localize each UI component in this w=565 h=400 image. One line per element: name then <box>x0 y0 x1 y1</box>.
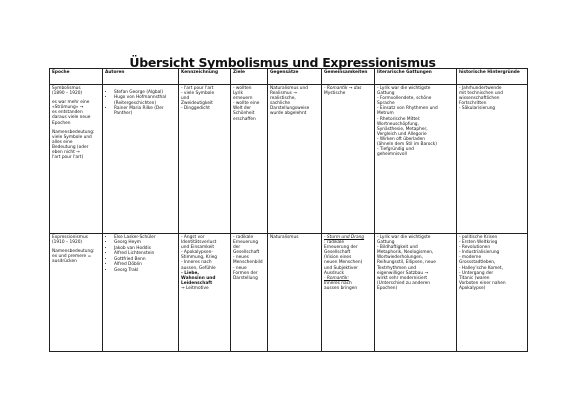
text-line: (ähneln dem Stil im Barock) <box>377 142 437 148</box>
cell-epoche <box>50 85 103 234</box>
text-line: Expressionismus <box>52 235 88 240</box>
text-line: Epochen <box>52 120 71 126</box>
header-kennzeichnung: Kennzeichnung <box>179 69 231 85</box>
text-line: Schönheit <box>233 111 255 117</box>
text-line-bold: Wahnsinn und <box>181 275 216 281</box>
text-line: Namensbedeutung: <box>52 129 95 135</box>
text-line: - wollte eine <box>233 101 260 107</box>
author-list <box>105 235 176 273</box>
text-line: Vorboten einer nahen <box>459 280 506 286</box>
list-item: • Georg Heym <box>114 240 176 245</box>
text-line: Vergleich und Allegorie <box>377 131 427 137</box>
text-line: Wortneuschöpfung, <box>377 121 419 127</box>
text-line: Reihungsstil, Ellipsen, neue <box>377 260 436 266</box>
text-line: (Vision eines <box>324 255 352 261</box>
text-line: Darstellung <box>233 275 258 281</box>
text-line: Formen der <box>233 270 258 276</box>
text-line: mit technischen und <box>459 91 503 97</box>
header-ziele: Ziele <box>231 69 268 85</box>
text-line: erneuern <box>233 96 253 102</box>
text-line: es entstanden <box>52 110 83 116</box>
text-line: Erneuerung der <box>324 245 358 251</box>
text-line: Metrum <box>377 111 394 117</box>
cell-gattungen <box>375 85 457 234</box>
text-line: ex und premere = <box>52 254 92 260</box>
text-line: Apokalypse) <box>459 285 486 291</box>
text-line: - Ersten Weltkrieg <box>459 240 498 246</box>
text-line: neuen Menschen) <box>324 260 363 266</box>
header-gegensaetze: Gegensätze <box>268 69 322 85</box>
text-line: Epochen) <box>377 285 398 291</box>
text-line: - moderne <box>459 255 482 261</box>
text-line: Bedeutung (oder <box>52 144 89 150</box>
text-line: - Wirken oft überladen <box>377 136 425 142</box>
author-list <box>105 90 176 116</box>
text-line: Naturalismus und <box>270 86 308 91</box>
text-line-bold: Leidenschaft <box>181 280 213 286</box>
text-line: Darstellungsweise <box>270 106 310 112</box>
cell-hintergruende <box>457 234 528 352</box>
document-title: Übersicht Symbolismus und Expressionismus <box>129 55 436 70</box>
text-line: - radikale <box>233 235 254 240</box>
text-line: «Strömung» → <box>52 105 84 111</box>
text-line: Symbolismus <box>52 86 81 91</box>
text-line: Ausdruck <box>324 270 344 276</box>
cell-gemeinsamkeiten <box>322 85 375 234</box>
table-row-symbolismus <box>50 85 528 234</box>
cell-kennzeichnung <box>179 234 231 352</box>
text-line: Mystische <box>324 91 346 97</box>
text-line: - Lyrik war die wichtigste <box>377 86 431 91</box>
text-line: Stimmung, Krieg <box>181 255 218 261</box>
cell-autoren <box>103 85 179 234</box>
header-gattungen: literarische Gattungen <box>375 69 457 85</box>
text-line: - Säkularisierung <box>459 106 496 112</box>
text-line-emphasis: - Romantik: <box>324 275 349 281</box>
text-line: - wollten <box>233 86 252 91</box>
text-line: geheimnisvoll <box>377 152 407 158</box>
text-line: Naturalismus <box>270 235 299 240</box>
text-line: - Tiefgründig und <box>377 147 414 153</box>
text-line: Gesellschaft <box>233 250 260 256</box>
text-line: → Leitmotive <box>181 285 209 291</box>
list-item: • Hugo von Hofmannsthal (Reitergeschichten) <box>114 95 176 105</box>
list-item: • Alfred Döblin <box>114 262 176 267</box>
header-gemeinsamkeiten: Gemeinsamkeiten <box>322 69 375 85</box>
cell-autoren <box>103 234 179 352</box>
cell-ziele <box>231 85 268 234</box>
text-line: Lyrik <box>233 91 243 97</box>
text-line: wurde abgelehnt <box>270 111 307 117</box>
text-line: (1910 – 1920) <box>52 240 83 246</box>
text-line: - Bildhaftigkeit und <box>377 245 418 251</box>
text-line: - neue <box>233 265 247 271</box>
text-line: Titanic (waren <box>459 275 490 281</box>
text-line: wirkt sehr modernisiert <box>377 275 428 281</box>
text-line: Gattung <box>377 91 395 97</box>
text-line: Grossstadtleben, <box>459 260 496 266</box>
text-line: Textrhythmen und <box>377 265 417 271</box>
text-line: l'art pour l'art) <box>52 155 84 161</box>
text-line: Metaphorik, Neologismen, <box>377 250 434 256</box>
text-line: - viele Symbole <box>181 91 215 97</box>
text-line: Erneuerung <box>233 240 259 246</box>
text-line: Menschenbild <box>233 260 263 266</box>
cell-gegensaetze <box>268 234 322 352</box>
text-line: - Angst vor <box>181 235 205 240</box>
text-line: - Revolutionen <box>459 245 491 251</box>
text-line-emphasis: - Sturm und Drang <box>324 235 365 240</box>
text-line: und <box>181 96 190 102</box>
list-item: • Rainer Maria Rilke (Der Panther) <box>114 106 176 116</box>
cell-hintergruende <box>457 85 528 234</box>
text-line: - Formvollendete, schöne <box>377 96 432 102</box>
text-line: realistische, <box>270 96 296 102</box>
cell-kennzeichnung <box>179 85 231 234</box>
text-line: Identitätsverlust <box>181 240 217 246</box>
text-line: der <box>233 245 241 251</box>
header-hintergruende: historische Hintergründe <box>457 69 528 85</box>
list-item: • Alfred Lichtenstein <box>114 251 176 256</box>
text-line: Zweideutigkeit <box>181 101 213 107</box>
text-line: Fortschritten <box>459 101 487 107</box>
text-line: aussen, Gefühle <box>181 265 216 271</box>
text-line: - Inneres nach <box>181 260 212 266</box>
text-line: : radikale <box>324 240 345 246</box>
text-line: Namensbedeutung: <box>52 249 95 255</box>
text-line: Inneres nach <box>324 280 352 286</box>
text-line: - neues <box>233 255 249 261</box>
list-item: • Else Lasker-Schüler <box>114 235 176 240</box>
text-line-bold: - Liebe, <box>181 270 200 276</box>
table-header-row <box>50 69 528 85</box>
cell-gemeinsamkeiten <box>322 234 375 352</box>
text-line: Welt der <box>233 106 252 112</box>
text-line: - Industrialisierung <box>459 250 500 256</box>
text-line: Realismus → <box>270 91 297 97</box>
cell-ziele <box>231 234 268 352</box>
text-line: wissenschaftlichen <box>459 96 500 102</box>
text-line: und Subjektiver <box>324 265 358 271</box>
header-epoche: Epoche <box>50 69 103 85</box>
text-line: es war mehr eine <box>52 100 90 106</box>
text-line: - Apokalypsen- <box>181 250 213 256</box>
text-line: Gesellschaft <box>324 250 351 256</box>
text-line: - Jahrhundertwende <box>459 86 502 91</box>
text-line: viele Symbole und <box>52 134 92 140</box>
list-item: • Georg Trakl <box>114 268 176 273</box>
text-line: Sprache <box>377 101 395 107</box>
cell-epoche <box>50 234 103 352</box>
text-line: (1890 – 1920) <box>52 91 83 97</box>
text-line: eigenwilliger Satzbau → <box>377 270 429 276</box>
text-line: aussen bringen <box>324 285 358 291</box>
text-line: Wortwiederholungen, <box>377 255 423 261</box>
text-line: - Lyrik war die wichtigste <box>377 235 431 240</box>
overview-table <box>49 68 528 352</box>
text-line: Gattung <box>377 240 395 246</box>
table-row-expressionismus <box>50 234 528 352</box>
text-line: sachliche <box>270 101 291 107</box>
text-line: - Halley'sche Komet, <box>459 265 503 271</box>
text-line: - Einsatz von Rhythmen und <box>377 106 438 112</box>
list-item: • Gottfried Benn <box>114 257 176 262</box>
text-line: alles eine <box>52 139 73 145</box>
header-autoren: Autoren <box>103 69 179 85</box>
cell-gegensaetze <box>268 85 322 234</box>
list-item: • Stefan George (Algbal) <box>114 90 176 95</box>
text-line: eben nicht → <box>52 150 80 156</box>
text-line: (Unterschied zu anderen <box>377 280 431 286</box>
list-item: • Jakob van Hoddis <box>114 246 176 251</box>
text-line: - Untergang der <box>459 270 494 276</box>
text-line: und Einsamkeit <box>181 245 215 251</box>
text-line: ausdrücken <box>52 259 77 265</box>
text-line: - politische Krisen <box>459 235 498 240</box>
text-line: - l'art pour l'art <box>181 86 214 91</box>
text-line: daraus viele neue <box>52 115 91 121</box>
text-line: Synästhesie, Metapher, <box>377 126 428 132</box>
text-line: - Dinggedicht <box>181 106 210 112</box>
text-line: erschaffen <box>233 116 256 122</box>
text-line: - Rhetorische Mittel: <box>377 116 421 122</box>
text-line: - Romantik → das <box>324 86 362 91</box>
cell-gattungen <box>375 234 457 352</box>
